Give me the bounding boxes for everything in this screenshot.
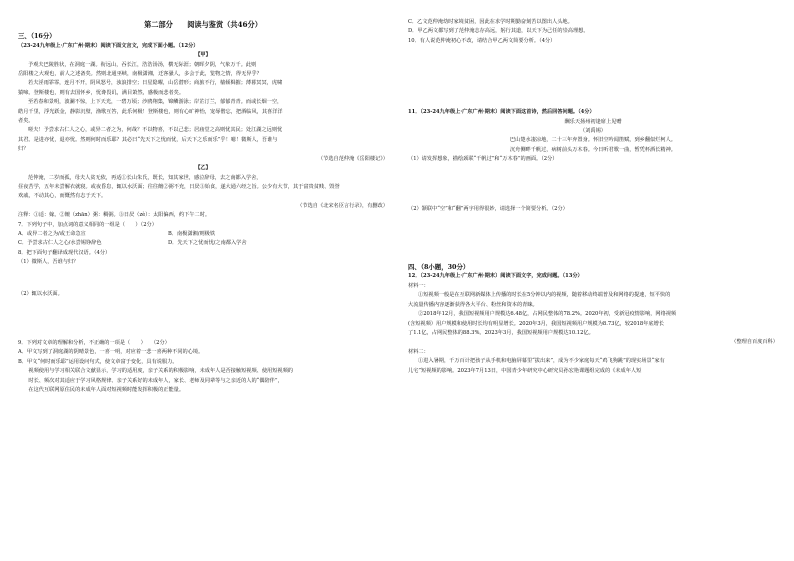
jia-line: 若夫淫雨霏霏，连月不开，阴风怒号，浊浪排空；日星隐曜，山岳潜形；商旅不行，樯倾楫摧；薄暮冥冥，虎啸 bbox=[28, 80, 283, 87]
question-11-1: （1）请发挥想象，描绘颈联“千帆过”和“万木春”的画面。（2分） bbox=[408, 156, 558, 163]
yi-line: 欢戚，不动其心，而慨然有志于天下。 bbox=[18, 193, 107, 200]
question-8-2: （2）辄以水沃面。 bbox=[18, 290, 63, 297]
yi-line: 范仲淹，二岁而孤，母夫人贫无依，再适①长山朱氏，既长，知其家世，感泣辞母，去之南都入学舍， bbox=[28, 174, 262, 181]
question-9-line: 在这代互联网原住民的未成年人面对短视频时能发挥积极的正能量。 bbox=[18, 387, 185, 393]
jia-line: 其君。是进亦忧，退亦忧。然则何时而乐耶？其必曰“先天下之忧而忧，后天下之乐而乐”乎！噫！微斯人，吾谁与 bbox=[18, 136, 278, 143]
material-2-label: 材料二： bbox=[408, 348, 429, 355]
jia-line: 嗟夫！予尝求古仁人之心，或异二者之为，何哉？不以物喜，不以己悲；居庙堂之高则忧其民；处江湖之远则忧 bbox=[28, 127, 283, 134]
poem-author: （刘禹锡） bbox=[580, 128, 606, 135]
question-intro: （23-24九年级上·广东广州·期末）阅读下面文言文，完成下面小题。（12分） bbox=[18, 42, 199, 49]
jia-line: 予观夫巴陵胜状，在洞庭一湖。衔远山，吞长江，浩浩汤汤，横无际涯；朝晖夕阴，气象万千。此则 bbox=[28, 61, 257, 68]
option-line: C．乙文范仲淹幼时家境贫困，因此在求学时期勤奋刻苦以图出人头地。 bbox=[408, 19, 573, 25]
yi-line: 昼夜苦学，五年未尝解衣就寝。或夜昏怠，辄以水沃面；往往饘②粥不充，日昃③始食，遂大通六经之旨。公少有大节，其于富贵贫贱、毁誉 bbox=[18, 183, 340, 190]
material-1-line: ②2018年12月，我国短视频用户规模达6.48亿，占网民整体的78.2%。2020年初，受新冠疫情影响，网络视频 bbox=[418, 311, 677, 318]
jia-line: 猿啼。登斯楼也，则有去国怀乡，忧谗畏讥，满目萧然，感极而悲者矣。 bbox=[18, 89, 185, 96]
jia-source: （节选自范仲淹《岳阳楼记》） bbox=[317, 155, 388, 162]
question-8-1: （1）微斯人，吾谁与归？ bbox=[18, 259, 79, 266]
question-12: 12．（23-24九年级上·广东广州·期末）阅读下面文字，完成问题。（13分） bbox=[408, 273, 583, 280]
left-column bbox=[18, 18, 388, 395]
material-1-line: (含短视频）用户规模和使用时长均有明显增长。2020年3月，我国短视频用户规模为8.73亿，较2018年底增长 bbox=[408, 320, 664, 327]
question-11-2: （2）颔联中“空”和“翻”两字用得很妙，请选择一个简要分析。（2分） bbox=[408, 205, 568, 212]
yi-source: （节选自《北宋名臣言行录》，有删改） bbox=[297, 202, 388, 209]
question-11: 11．（23-24九年级上·广东广州·期末）阅读下面这首诗，然后回答问题。（4分） bbox=[408, 109, 595, 116]
option-d: D．先天下之忧而忧/之南都入学舍 bbox=[168, 240, 247, 247]
question-7-options bbox=[18, 230, 388, 249]
option-a: A．或异二者之为/或王命急宣 bbox=[18, 230, 86, 237]
material-1-label: 材料一： bbox=[408, 282, 429, 289]
jia-line: 者矣。 bbox=[18, 118, 34, 125]
jia-line: 至若春和景明，波澜不惊，上下天光，一碧万顷；沙鸥翔集，锦鳞游泳；岸芷汀兰，郁郁青青。而或长烟一空， bbox=[28, 99, 283, 106]
material-1-line: 了1.1亿，占网民整体的88.3%。2023年3月，我国短视频用户规模达10.12亿。 bbox=[408, 329, 594, 336]
right-column bbox=[408, 18, 778, 376]
poem-line: 沉舟侧畔千帆过，病树前头万木春。今日听君歌一曲，暂凭杯酒长精神。 bbox=[509, 146, 676, 153]
question-9-line: B．甲文“何时而乐耶”运用设问句式，使文章富于变化，具有说服力。 bbox=[18, 358, 178, 365]
text-yi-label: 【乙】 bbox=[195, 165, 211, 172]
option-c: C．予尝求古仁人之心/水尝锡铮辞色 bbox=[18, 240, 102, 247]
jia-line: 归？ bbox=[18, 146, 29, 153]
section-3-heading: 三、（16分） bbox=[18, 32, 56, 41]
question-10: 10．有人说范仲淹初心不改，请结合甲乙两文简要分析。（4分） bbox=[408, 37, 556, 44]
part-title: 第二部分 阅读与鉴赏（共46分） bbox=[144, 20, 262, 29]
option-line: D．甲乙两文都写到了范仲淹志存高远，躬行其道，以天下为己任的崇高理想。 bbox=[408, 28, 589, 35]
option-b: B．南极潇湘/则极铁 bbox=[168, 230, 216, 237]
question-9-line: A．甲文写到了洞庭湖的阴晴景色，一喜一明，对应着一悲一喜两种不同的心境。 bbox=[18, 349, 204, 356]
material-1-line: 大流量传播内容逐渐获得各大平台、粉丝和资本的青睐。 bbox=[408, 301, 538, 308]
poem-line: 巴山楚水凄凉地，二十三年弃置身。怀旧空吟闻笛赋，到乡翻似烂柯人。 bbox=[509, 137, 676, 144]
poem-title: 酬乐天扬州初逢席上见赠 bbox=[564, 118, 622, 125]
question-7: 7．下列句子中，加点词的意义相同的一组是（ ）（2分） bbox=[18, 221, 157, 228]
material-2-line: ①进入暑期，千万百计把孩子从手机和电脑屏幕里“拔出来”，成为不少家庭每天“鸡飞狗跳”的现实场景“家有 bbox=[418, 358, 665, 365]
material-2-line: 儿宅”短视频的影响。2023年7月13日，中国青少年研究中心研究员孙宏艳课题组完成的《未成年人短 bbox=[408, 367, 642, 374]
question-8: 8．把下面句子翻译成现代汉语。（4分） bbox=[18, 249, 111, 256]
notes: 注释：①适：嫁。②饘（zhān）粥：稠粥。③日昃（zè）：太阳偏西，约下午二时。 bbox=[18, 212, 211, 219]
question-9-line: 时长、频次对其适应于学习风格规律、亲子关系好的未成年人，家长、老师及同辈等与之亲近的人的“偶陪伴”， bbox=[18, 377, 283, 384]
material-1-line: ①短视频一般是在互联网新媒体上传播的时长在5分钟以内的视频，随着移动终端普及和网络的提速，短平快的 bbox=[418, 292, 671, 299]
section-4-heading: 四、（8小题，30分） bbox=[408, 263, 470, 272]
material-1-source: （整理自百度百科） bbox=[731, 339, 778, 346]
question-9-line: 视频使用与学习相关联合文献显示，学习的适用度，亲子关系的积极影响，未成年人是否接触短视频、使用短视频的 bbox=[18, 368, 293, 375]
text-jia-label: 【甲】 bbox=[195, 52, 211, 59]
question-9: 9．下列对文章的理解和分析，不正确的一项是（ ） （2分） bbox=[18, 339, 170, 346]
jia-line: 岳阳楼之大观也，前人之述备矣。然则北通巫峡，南极潇湘，迁客骚人，多会于此，览物之情，得无异乎？ bbox=[18, 71, 262, 78]
jia-line: 皓月千里，浮光跃金，静影沉璧，渔歌互答，此乐何极！登斯楼也，则有心旷神怡，宠辱偕忘，把酒临风，其喜洋洋 bbox=[18, 108, 283, 115]
